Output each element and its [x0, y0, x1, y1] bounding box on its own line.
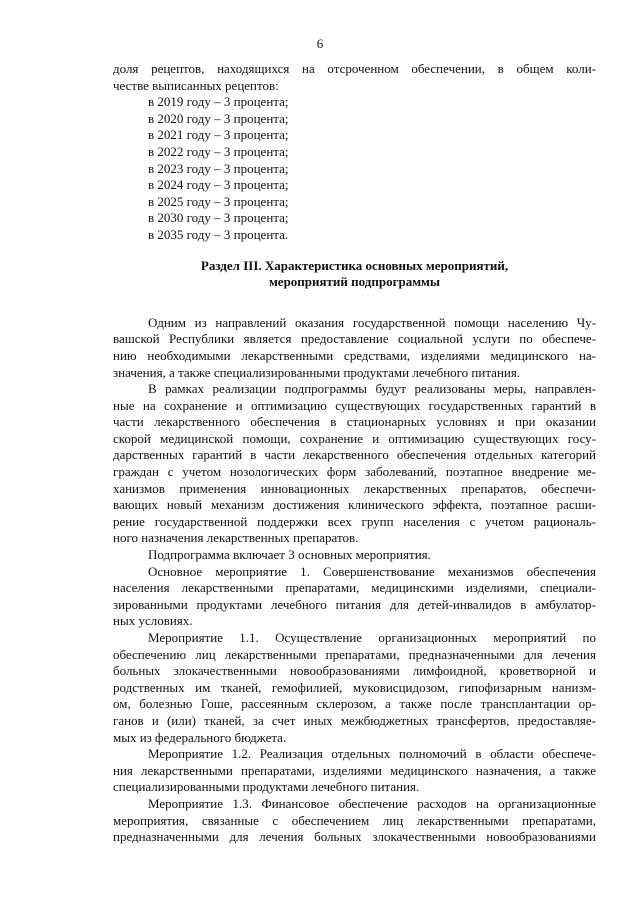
- text-line: скорой медицинской помощи, сохранение и оптимизацию существующих госу-: [113, 430, 596, 446]
- text-line: Мероприятие 1.2. Реализация отдельных полномочий в области обеспече-: [148, 746, 596, 762]
- text-line: больных злокачественными новообразованиями лимфоидной, кроветворной и: [113, 663, 596, 679]
- text-line: Подпрограмма включает 3 основных мероприятия.: [148, 547, 431, 563]
- year-list: [113, 94, 596, 243]
- text-line: ом, болезнью Гоше, рассеянным склерозом, а также после трансплантации ор-: [113, 696, 596, 712]
- text-line: честве выписанных рецептов:: [113, 77, 279, 93]
- text-line: мых из федерального бюджета.: [113, 729, 287, 745]
- text-line: доля рецептов, находящихся на отсроченном обеспечении, в общем коли-: [113, 61, 596, 76]
- text-line: граждан с учетом нозологических форм заболеваний, поэтапное внедрение ме-: [113, 464, 596, 480]
- text-line: части лекарственного обеспечения в стационарных условиях и при оказании: [113, 414, 596, 430]
- page-number: 6: [316, 36, 324, 51]
- text-line: предназначенными для лечения больных злокачественными новообразованиями: [113, 829, 596, 845]
- text-line: ных условиях.: [113, 613, 193, 629]
- paragraph: [113, 547, 596, 564]
- text-line: ханизмов применения инновационных лекарственных препаратов, обеспечи-: [113, 480, 596, 496]
- paragraph: [113, 746, 596, 796]
- list-item: в 2024 году – 3 процента;: [148, 177, 289, 193]
- list-item: в 2021 году – 3 процента;: [148, 127, 289, 143]
- list-item: в 2025 году – 3 процента;: [148, 193, 289, 209]
- list-item: в 2030 году – 3 процента;: [148, 210, 289, 226]
- list-item: в 2023 году – 3 процента;: [148, 160, 289, 176]
- text-line: вающих новый механизм достижения клинического эффекта, поэтапное расши-: [113, 497, 596, 513]
- list-item: в 2019 году – 3 процента;: [148, 94, 289, 110]
- text-line: значения, а также специализированными продуктами лечебного питания.: [113, 364, 521, 380]
- text-line: вашской Республики является предоставление социальной услуги по обеспече-: [113, 331, 596, 347]
- text-line: населения лекарственными препаратами, медицинскими изделиями, специали-: [113, 580, 596, 596]
- text-line: ного назначения лекарственных препаратов.: [113, 530, 359, 546]
- text-line: ные на сохранение и оптимизацию существующих государственных гарантий в: [113, 397, 596, 413]
- intro-paragraph: [113, 61, 596, 94]
- document-body: [113, 61, 596, 846]
- heading-line: мероприятий подпрограммы: [268, 274, 441, 290]
- text-line: Одним из направлений оказания государственной помощи населению Чу-: [148, 314, 596, 330]
- text-line: ганов и (или) тканей, за счет иных межбюджетных трансфертов, предоставляе-: [113, 712, 596, 728]
- text-line: Мероприятие 1.3. Финансовое обеспечение расходов на организационные: [148, 795, 596, 811]
- section-heading: [113, 258, 596, 291]
- paragraph: [113, 630, 596, 746]
- text-line: рение государственной поддержки всех групп населения с учетом рациональ-: [113, 513, 596, 529]
- text-line: Основное мероприятие 1. Совершенствование механизмов обеспечения: [148, 563, 596, 579]
- list-item: в 2035 году – 3 процента.: [148, 226, 289, 242]
- heading-line: Раздел III. Характеристика основных мероприятий,: [200, 257, 509, 273]
- paragraph: [113, 381, 596, 547]
- list-item: в 2022 году – 3 процента;: [148, 143, 289, 159]
- text-line: ния лекарственными препаратами, изделиями медицинского назначения, а также: [113, 762, 596, 778]
- text-line: дарственных гарантий в части лекарственного обеспечения отдельных категорий: [113, 447, 596, 463]
- paragraph: [113, 564, 596, 630]
- spacer: [113, 291, 596, 315]
- list-item: в 2020 году – 3 процента;: [148, 110, 289, 126]
- text-line: родственных им тканей, гемофилией, муковисцидозом, гипофизарным нанизм-: [113, 679, 596, 695]
- text-line: мероприятия, связанные с обеспечением лиц лекарственными препаратами,: [113, 812, 596, 828]
- paragraph: [113, 796, 596, 846]
- text-line: зированными продуктами лечебного питания для детей-инвалидов в амбулатор-: [113, 596, 596, 612]
- text-line: нию необходимыми лекарственными средствами, изделиями медицинского на-: [113, 347, 596, 363]
- text-line: специализированными продуктами лечебного питания.: [113, 779, 420, 795]
- text-line: Мероприятие 1.1. Осуществление организационных мероприятий по: [148, 630, 596, 645]
- text-line: В рамках реализации подпрограммы будут реализованы меры, направлен-: [148, 381, 596, 397]
- text-line: обеспечению лиц лекарственными препаратами, предназначенными для лечения: [113, 646, 596, 662]
- paragraph: [113, 315, 596, 381]
